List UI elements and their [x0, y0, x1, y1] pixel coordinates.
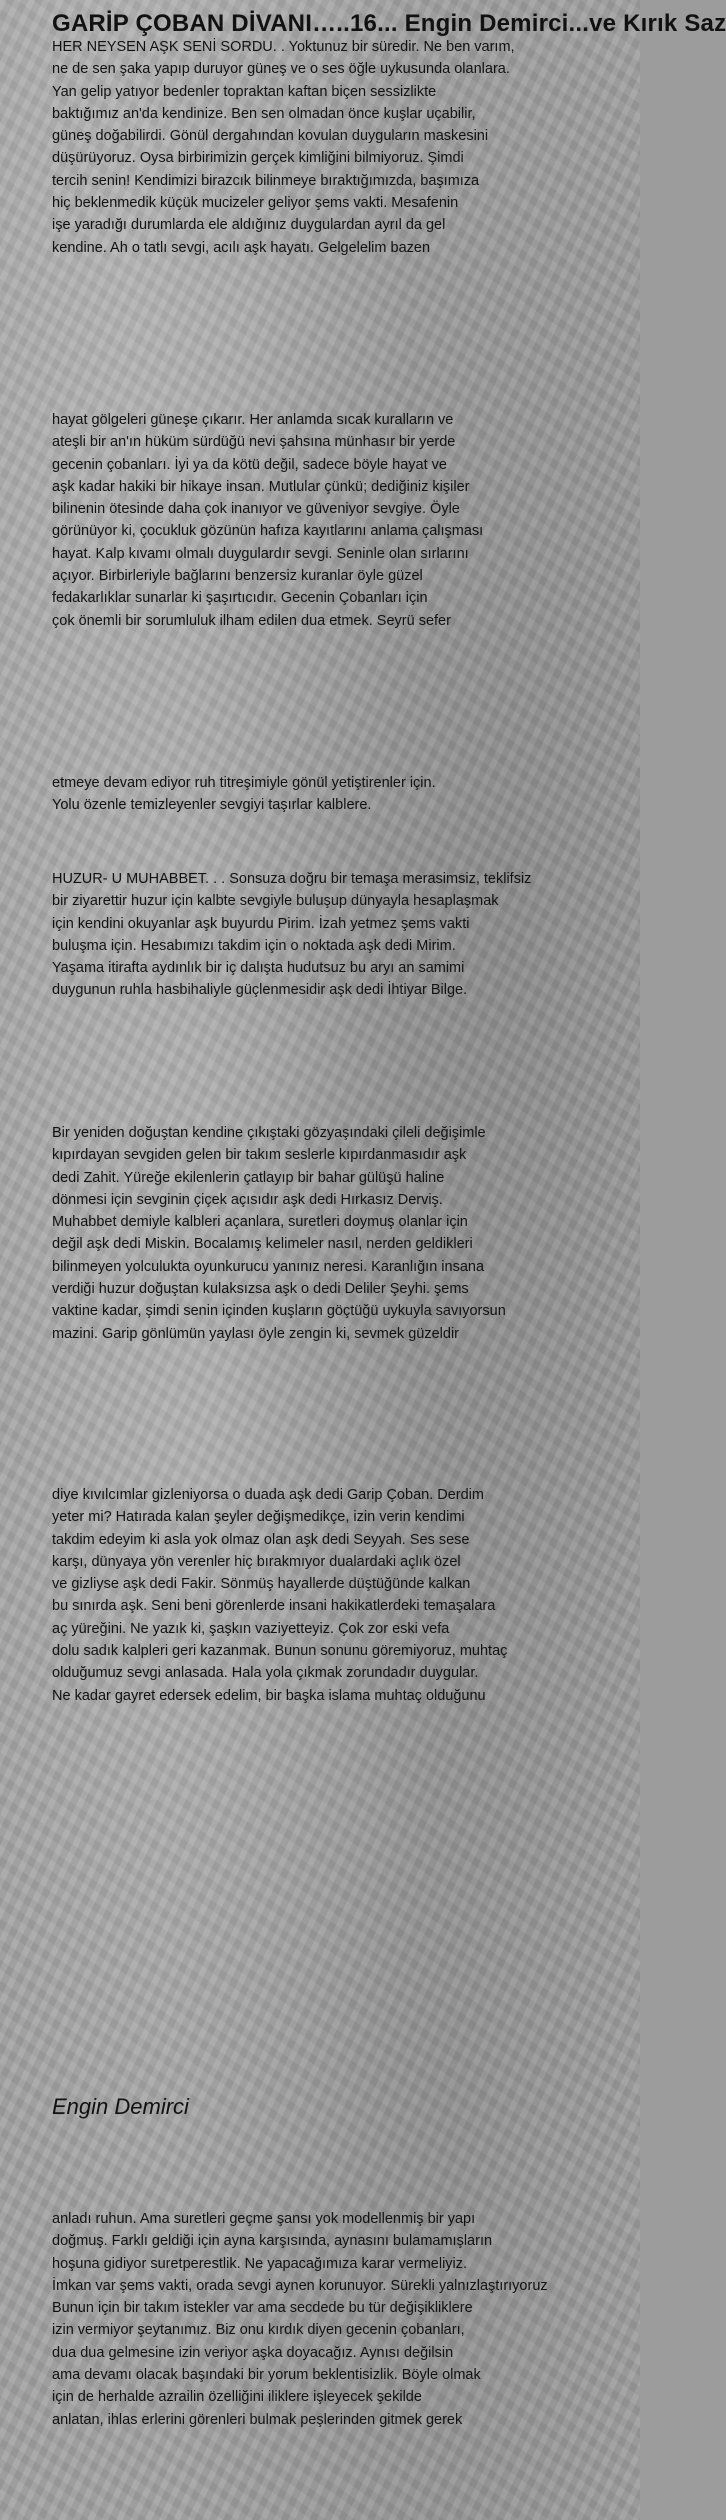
text-line: Bunun için bir takım istekler var ama secdede bu tür değişikliklere — [52, 2300, 473, 2317]
text-line: Bir yeniden doğuştan kendine çıkıştaki gözyaşındaki çileli değişimle — [52, 1125, 486, 1141]
text-line: Ne kadar gayret edersek edelim, bir başka islama muhtaç olduğunu — [52, 1687, 486, 1704]
text-line: ne de sen şaka yapıp duruyor güneş ve o ses öğle uykusunda olanlara. — [52, 61, 510, 78]
text-line: ama devamı olacak başındaki bir yorum beklentisizlik. Böyle olmak — [52, 2367, 481, 2384]
text-line: verdiği huzur doğuştan kulaksızsa aşk o dedi Deliler Şeyhi. şems — [52, 1281, 469, 1298]
text-line: baktığımız an'da kendinize. Ben sen olmadan önce kuşlar uçabilir, — [52, 105, 476, 122]
text-block-1 — [52, 36, 640, 259]
text-line: dolu sadık kalpleri geri kazanmak. Bunun sonunu göremiyoruz, muhtaç — [52, 1643, 508, 1660]
text-line: Yaşama itirafta aydınlık bir iç dalışta hudutsuz bu aryı an samimi — [52, 960, 465, 977]
text-line: için de herhalde azrailin özelliğini iliklere işleyecek şekilde — [52, 2389, 422, 2406]
text-line: güneş doğabilirdi. Gönül dergahından kovulan duyguların maskesini — [52, 128, 489, 145]
text-line: dönmesi için sevginin çiçek açısıdır aşk dedi Hırkasız Derviş. — [52, 1191, 443, 1208]
text-block-4 — [52, 868, 640, 1002]
text-block-7 — [52, 2208, 640, 2431]
text-line: ateşli bir an'ın hüküm sürdüğü nevi şahsına münhasır bir yerde — [52, 434, 456, 451]
text-line: aşk kadar hakiki bir hikaye insan. Mutlular çünkü; dediğiniz kişiler — [52, 478, 470, 495]
text-line: dua dua gelmesine izin veriyor aşka doyacağız. Aynısı değilsin — [52, 2344, 454, 2361]
text-line: fedakarlıklar sunarlar ki şaşırtıcıdır. Gecenin Çobanları için — [52, 590, 428, 607]
text-line: etmeye devam ediyor ruh titreşimiyle gönül yetiştirenler için. — [52, 775, 436, 791]
text-line: bilinmeyen yolculukta oyunkurucu yanınız neresi. Karanlığın insana — [52, 1258, 485, 1275]
text-line: HER NEYSEN AŞK SENİ SORDU. . Yoktunuz bir süredir. Ne ben varım, — [52, 39, 515, 55]
text-line: değil aşk dedi Miskin. Bocalamış kelimeler nasıl, nerden geldikleri — [52, 1236, 473, 1253]
text-line: olduğumuz sevgi anlasada. Hala yola çıkmak zorundadır duygular. — [52, 1665, 479, 1682]
text-line: kıpırdayan sevgiden gelen bir takım seslerle kıpırdanmasıdır aşk — [52, 1147, 467, 1164]
text-line: anlatan, ihlas erlerini görenleri bulmak peşlerinden gitmek gerek — [52, 2411, 463, 2428]
text-line: hoşuna gidiyor suretperestlik. Ne yapacağımıza karar vermeliyiz. — [52, 2255, 468, 2272]
text-block-3 — [52, 772, 640, 817]
text-line: ve gizliyse aşk dedi Fakir. Sönmüş hayallerde düştüğünde kalkan — [52, 1576, 471, 1593]
text-line: İmkan var şems vakti, orada sevgi aynen korunuyor. Sürekli yalnızlaştırıyoruz — [52, 2277, 548, 2294]
text-line: aç yüreğini. Ne yazık ki, şaşkın vaziyetteyiz. Çok zor eski vefa — [52, 1620, 450, 1637]
text-line: mazini. Garip gönlümün yaylası öyle zengin ki, sevmek güzeldir — [52, 1325, 459, 1342]
text-line: bilinenin ötesinde daha çok inanıyor ve güveniyor sevgiye. Öyle — [52, 501, 460, 518]
text-line: takdim edeyim ki asla yok olmaz olan aşk dedi Seyyah. Ses sese — [52, 1531, 470, 1548]
text-line: buluşma için. Hesabımızı takdim için o noktada aşk dedi Mirim. — [52, 937, 456, 954]
text-line: vaktine kadar, şimdi senin içinden kuşların göçtüğü uykuyla savıyorsun — [52, 1303, 506, 1320]
text-line: karşı, dünyaya yön verenler hiç bırakmıyor dualardaki açlık özel — [52, 1553, 461, 1570]
text-line: çok önemli bir sorumluluk ilham edilen dua etmek. Seyrü sefer — [52, 612, 451, 629]
text-line: Yan gelip yatıyor bedenler topraktan kaftan biçen sessizlikte — [52, 83, 437, 100]
text-line: duygunun ruhla hasbihaliyle güçlenmesidir aşk dedi İhtiyar Bilge. — [52, 982, 468, 999]
text-line: izin vermiyor şeytanımız. Biz onu kırdık diyen gecenin çobanları, — [52, 2322, 465, 2339]
text-line: diye kıvılcımlar gizleniyorsa o duada aşk dedi Garip Çoban. Derdim — [52, 1487, 484, 1503]
text-line: gecenin çobanları. İyi ya da kötü değil, sadece böyle hayat ve — [52, 456, 447, 473]
text-line: düşürüyoruz. Oysa birbirimizin gerçek kimliğini bilmiyoruz. Şimdi — [52, 150, 464, 167]
text-line: için kendini okuyanlar aşk buyurdu Pirim. İzah yetmez şems vakti — [52, 915, 470, 932]
text-line: hiç beklenmedik küçük mucizeler geliyor şems vakti. Mesafenin — [52, 195, 459, 212]
text-line: açıyor. Birbirleriyle bağlarını benzersiz kuranlar öyle güzel — [52, 568, 423, 585]
text-line: bu sınırda aşk. Seni beni görenlerde insani hakikatlerdeki temaşalara — [52, 1598, 496, 1615]
text-line: HUZUR- U MUHABBET. . . Sonsuza doğru bir temaşa merasimsiz, teklifsiz — [52, 871, 532, 887]
text-line: hayat gölgeleri güneşe çıkarır. Her anlamda sıcak kuralların ve — [52, 412, 454, 428]
text-block-2 — [52, 409, 640, 632]
text-line: işe yaradığı durumlarda ele aldığınız duygulardan ayrıl da gel — [52, 217, 446, 234]
text-line: Yolu özenle temizleyenler sevgiyi taşırlar kalblere. — [52, 797, 372, 814]
text-line: görünüyor ki, çocukluk gözünün hafıza kayıtlarını anlama çalışması — [52, 523, 484, 540]
text-line: hayat. Kalp kıvamı olmalı duygulardır sevgi. Seninle olan sırlarını — [52, 545, 469, 562]
text-block-5 — [52, 1122, 640, 1345]
text-line: tercih senin! Kendimizi birazcık bilinmeye bıraktığımızda, başımıza — [52, 172, 480, 189]
text-line: anladı ruhun. Ama suretleri geçme şansı yok modellenmiş bir yapı — [52, 2211, 476, 2227]
text-line: doğmuş. Farklı geldiği için ayna karşısında, aynasını bulamamışların — [52, 2233, 493, 2250]
text-line: kendine. Ah o tatlı sevgi, acılı aşk hayatı. Gelgelelim bazen — [52, 239, 431, 256]
text-line: bir ziyarettir huzur için kalbte sevgiyle buluşup dünyayla hesaplaşmak — [52, 893, 499, 910]
text-line: yeter mi? Hatırada kalan şeyler değişmedikçe, izin verin kendimi — [52, 1509, 465, 1526]
text-block-6 — [52, 1484, 640, 1707]
text-line: dedi Zahit. Yüreğe ekilenlerin çatlayıp bir bahar gülüşü haline — [52, 1169, 445, 1186]
page-title: GARİP ÇOBAN DİVANI…..16... Engin Demirci...ve Kırık Saz — [52, 10, 726, 37]
text-line: Muhabbet demiyle kalbleri açanlara, suretleri doymuş olanlar için — [52, 1214, 468, 1231]
author-signature: Engin Demirci — [52, 2094, 189, 2119]
